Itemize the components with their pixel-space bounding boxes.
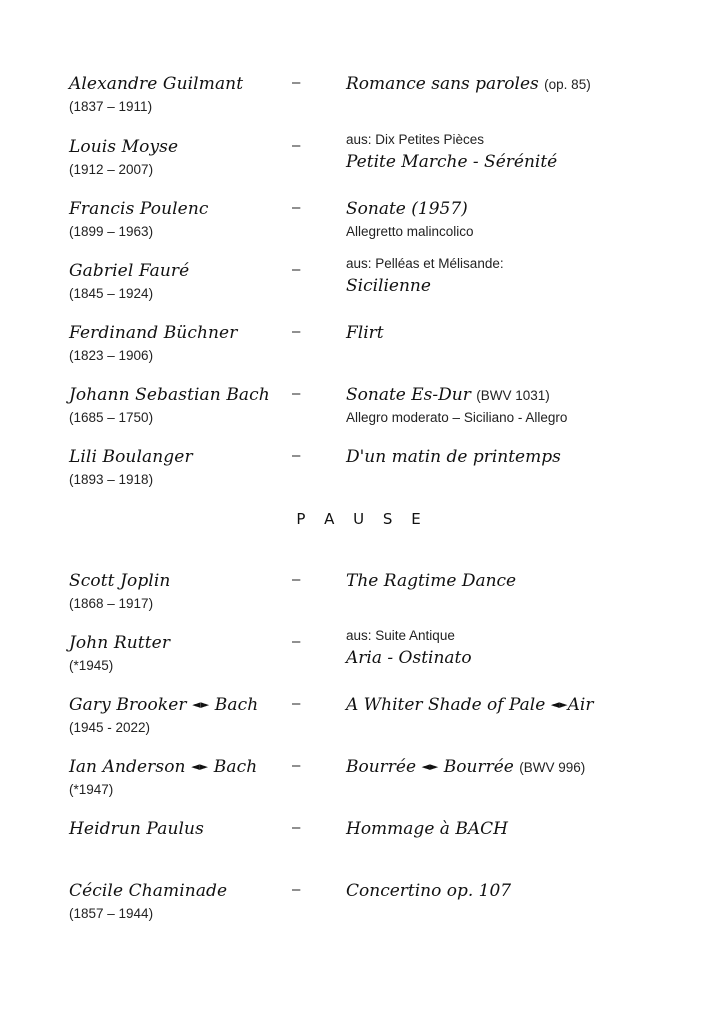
composer-name-a: Ian Anderson <box>69 757 186 777</box>
composer-dates: (1685 – 1750) <box>69 410 154 425</box>
work-title-b: Air <box>567 695 594 715</box>
separator-dash: – <box>292 695 301 712</box>
composer-name: John Rutter <box>69 633 171 653</box>
composer-name <box>69 757 257 777</box>
work-note: (op. 85) <box>544 77 591 92</box>
work-title: Aria - Ostinato <box>346 648 472 668</box>
separator-dash: – <box>292 757 301 774</box>
composer-name-b: Bach <box>214 695 259 715</box>
composer-dates: (*1947) <box>69 782 114 797</box>
work-source: aus: Suite Antique <box>346 628 455 643</box>
left-right-arrows-icon: ◄► <box>421 760 439 773</box>
separator-dash: – <box>292 261 301 278</box>
composer-name <box>69 695 258 715</box>
separator-dash: – <box>292 881 301 898</box>
work-subtitle: Allegretto malincolico <box>346 224 474 239</box>
separator-dash: – <box>292 447 301 464</box>
composer-name: Johann Sebastian Bach <box>69 385 270 405</box>
left-right-arrows-icon: ◄► <box>192 698 210 711</box>
work-title-text: Romance sans paroles <box>346 74 539 94</box>
composer-dates: (1945 - 2022) <box>69 720 151 735</box>
composer-dates: (1899 – 1963) <box>69 224 154 239</box>
left-right-arrows-icon: ◄► <box>550 698 568 711</box>
work-title: Sonate (1957) <box>346 199 468 219</box>
work-title <box>346 695 593 715</box>
work-note: (BWV 996) <box>519 760 586 775</box>
separator-dash: – <box>292 819 301 836</box>
work-title: Concertino op. 107 <box>346 881 512 901</box>
composer-name: Gabriel Fauré <box>69 261 190 281</box>
separator-dash: – <box>292 199 301 216</box>
separator-dash: – <box>292 74 301 91</box>
separator-dash: – <box>292 137 301 154</box>
composer-name-b: Bach <box>213 757 258 777</box>
left-right-arrows-icon: ◄► <box>191 760 209 773</box>
composer-dates: (1857 – 1944) <box>69 906 154 921</box>
work-title <box>346 74 591 94</box>
separator-dash: – <box>292 385 301 402</box>
composer-dates: (1912 – 2007) <box>69 162 154 177</box>
composer-dates: (1823 – 1906) <box>69 348 154 363</box>
composer-dates: (1893 – 1918) <box>69 472 154 487</box>
composer-dates: (1868 – 1917) <box>69 596 154 611</box>
work-title-a: A Whiter Shade of Pale <box>346 695 546 715</box>
work-title <box>346 757 585 777</box>
work-note: (BWV 1031) <box>476 388 550 403</box>
separator-dash: – <box>292 571 301 588</box>
work-title: D'un matin de printemps <box>346 447 561 467</box>
work-title-a: Bourrée <box>346 757 417 777</box>
intermission-heading: P A U S E <box>296 510 428 528</box>
composer-name: Lili Boulanger <box>69 447 193 467</box>
work-title <box>346 385 550 405</box>
work-title: Petite Marche - Sérénité <box>346 152 558 172</box>
work-subtitle: Allegro moderato – Siciliano - Allegro <box>346 410 568 425</box>
work-title: Hommage à BACH <box>346 819 508 839</box>
composer-dates: (1845 – 1924) <box>69 286 154 301</box>
work-title: Flirt <box>346 323 384 343</box>
composer-dates: (*1945) <box>69 658 114 673</box>
composer-name: Francis Poulenc <box>69 199 209 219</box>
work-source: aus: Dix Petites Pièces <box>346 132 485 147</box>
work-source: aus: Pelléas et Mélisande: <box>346 256 504 271</box>
composer-name: Alexandre Guilmant <box>69 74 244 94</box>
composer-name: Louis Moyse <box>69 137 179 157</box>
work-title: The Ragtime Dance <box>346 571 517 591</box>
composer-name: Cécile Chaminade <box>69 881 228 901</box>
separator-dash: – <box>292 633 301 650</box>
composer-dates: (1837 – 1911) <box>69 99 153 114</box>
composer-name: Heidrun Paulus <box>69 819 204 839</box>
separator-dash: – <box>292 323 301 340</box>
work-title: Sicilienne <box>346 276 431 296</box>
composer-name: Ferdinand Büchner <box>69 323 238 343</box>
composer-name: Scott Joplin <box>69 571 171 591</box>
work-title-text: Sonate Es-Dur <box>346 385 471 405</box>
work-title-b: Bourrée <box>443 757 514 777</box>
composer-name-a: Gary Brooker <box>69 695 187 715</box>
